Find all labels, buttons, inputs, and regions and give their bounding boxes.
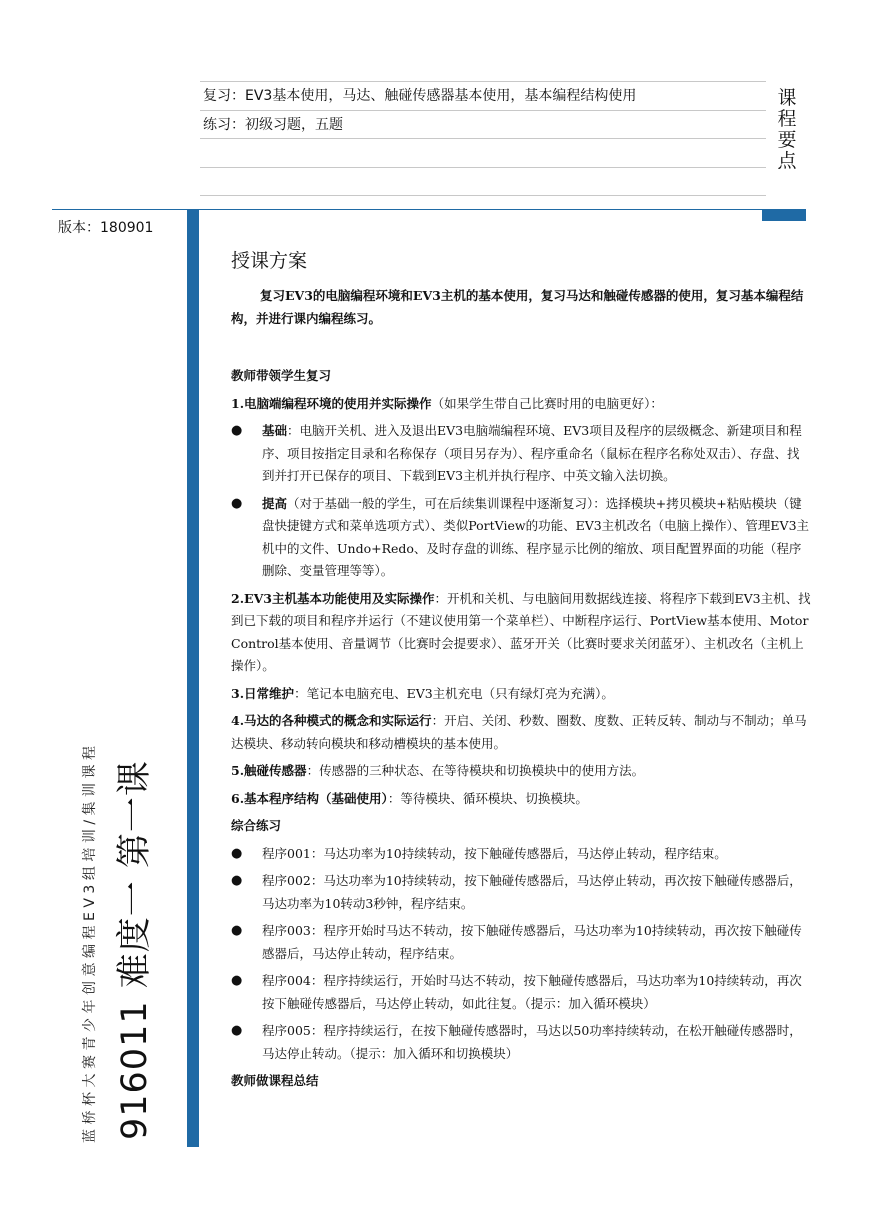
list-item (231, 493, 811, 583)
review-item-6 (231, 788, 811, 811)
bullet-text: ：电脑开关机、进入及退出EV3电脑端编程环境、EV3项目及程序的层级概念、新建项目和程序、项目按指定目录和名称保存（项目另存为）、程序重命名（鼠标在程序名称处双击）、存盘、找到并打开已保存的项目、下载到EV3主机并执行程序、中英文输入法切换。 (262, 423, 802, 483)
item-text: ：传感器的三种状态、在等待模块和切换模块中的使用方法。 (306, 763, 645, 778)
bullet-title: 提高 (262, 495, 288, 511)
corner-accent-block (762, 209, 806, 221)
lesson-title: 916011 难度一 第一课 (115, 760, 155, 1140)
review-item-1 (231, 393, 811, 416)
intro-paragraph: 复习EV3的电脑编程环境和EV3主机的基本使用，复习马达和触碰传感器的使用，复习基本编程结构，并进行课内编程练习。 (231, 288, 804, 326)
practice-item: 程序003：程序开始时马达不转动，按下触碰传感器后，马达功率为10持续转动，再次按下触碰传感器后，马达停止转动，程序结束。 (262, 923, 802, 961)
list-item (231, 843, 811, 866)
key-points-char: 点 (777, 150, 797, 172)
bullet-dot-icon: ● (231, 1023, 243, 1038)
bullet-dot-icon: ● (231, 973, 243, 988)
main-content (231, 247, 811, 1098)
item-text: ：笔记本电脑充电、EV3主机充电（只有绿灯亮为充满）。 (294, 685, 614, 701)
course-series-title: 蓝桥杯大赛青少年创意编程EV3组培训/集训课程 (82, 741, 98, 1143)
top-divider (52, 209, 806, 210)
practice-item: 程序004：程序持续运行，开始时马达不转动，按下触碰传感器后，马达功率为10持续转动，再次按下触碰传感器后，马达停止转动，如此往复。（提示：加入循环模块） (262, 973, 802, 1011)
practice-item: 程序001：马达功率为10持续转动，按下触碰传感器后，马达停止转动，程序结束。 (262, 845, 727, 861)
header-rule (200, 138, 766, 139)
side-accent-bar (187, 209, 199, 1147)
review-item-2 (231, 588, 811, 678)
practice-section-title: 综合练习 (231, 818, 282, 833)
key-points-char: 要 (777, 129, 797, 151)
list-item (231, 1020, 811, 1065)
item-text: ：等待模块、循环模块、切换模块。 (387, 790, 588, 806)
version-label: 版本：180901 (58, 220, 154, 236)
header-rule (200, 195, 766, 196)
item-title: 5.触碰传感器 (231, 763, 307, 778)
list-item (231, 420, 811, 488)
review-item-5 (231, 760, 811, 783)
key-points-label (776, 88, 798, 172)
item-title: 1.电脑端编程环境的使用并实际操作 (231, 395, 432, 411)
key-points-char: 程 (777, 108, 797, 130)
bullet-dot-icon: ● (231, 845, 243, 861)
item-text: ：开启、关闭、秒数、圈数、度数、正转反转、制动与不制动；单马达模块、移动转向模块和移动槽模块的基本使用。 (231, 713, 807, 751)
review-item-4 (231, 710, 811, 755)
list-item (231, 970, 811, 1015)
review-line: 复习：EV3基本使用，马达、触碰传感器基本使用，基本编程结构使用 (203, 88, 637, 104)
practice-item: 程序002：马达功率为10持续转动，按下触碰传感器后，马达停止转动，再次按下触碰传感器后，马达功率为10转动3秒钟，程序结束。 (262, 873, 802, 911)
item-text: （如果学生带自己比赛时用的电脑更好）： (431, 395, 663, 411)
practice-item: 程序005：程序持续运行，在按下触碰传感器时，马达以50功率持续转动，在松开触碰传感器时，马达停止转动。（提示：加入循环和切换模块） (262, 1023, 802, 1061)
item-title: 6.基本程序结构（基础使用） (231, 790, 388, 806)
list-item (231, 870, 811, 915)
bullet-title: 基础 (262, 423, 288, 438)
summary-section-title: 教师做课程总结 (231, 1073, 319, 1088)
review-section-title: 教师带领学生复习 (231, 368, 332, 383)
header-rule (200, 81, 766, 82)
item-text: ：开机和关机、与电脑间用数据线连接、将程序下载到EV3主机、找到已下载的项目和程序并运行（不建议使用第一个菜单栏）、中断程序运行、PortView基本使用、Motor Control基本使用、音量调节（比赛时会提要求）、蓝牙开关（比赛时要求关闭蓝牙）、主机改名（主机上操作）。 (231, 590, 811, 673)
header-rule (200, 167, 766, 168)
key-points-char: 课 (777, 87, 797, 109)
practice-line: 练习：初级习题，五题 (203, 117, 343, 133)
bullet-dot-icon: ● (231, 495, 243, 511)
bullet-dot-icon: ● (231, 923, 243, 938)
plan-title: 授课方案 (231, 250, 308, 272)
item-title: 2.EV3主机基本功能使用及实际操作 (231, 590, 435, 606)
bullet-dot-icon: ● (231, 873, 243, 888)
header-rule (200, 110, 766, 111)
review-item-3 (231, 683, 811, 706)
bullet-dot-icon: ● (231, 423, 243, 438)
item-title: 3.日常维护 (231, 685, 295, 701)
item-title: 4.马达的各种模式的概念和实际运行 (231, 713, 432, 728)
list-item (231, 920, 811, 965)
bullet-text: （对于基础一般的学生，可在后续集训课程中逐渐复习）：选择模块+拷贝模块+粘贴模块（键盘快捷键方式和菜单选项方式）、类似PortView的功能、EV3主机改名（电脑上操作）、管理EV3主机中的文件、Undo+Redo、及时存盘的训练、程序显示比例的缩放、项目配置界面的功能（程序删除、变量管理等等）。 (262, 495, 810, 578)
